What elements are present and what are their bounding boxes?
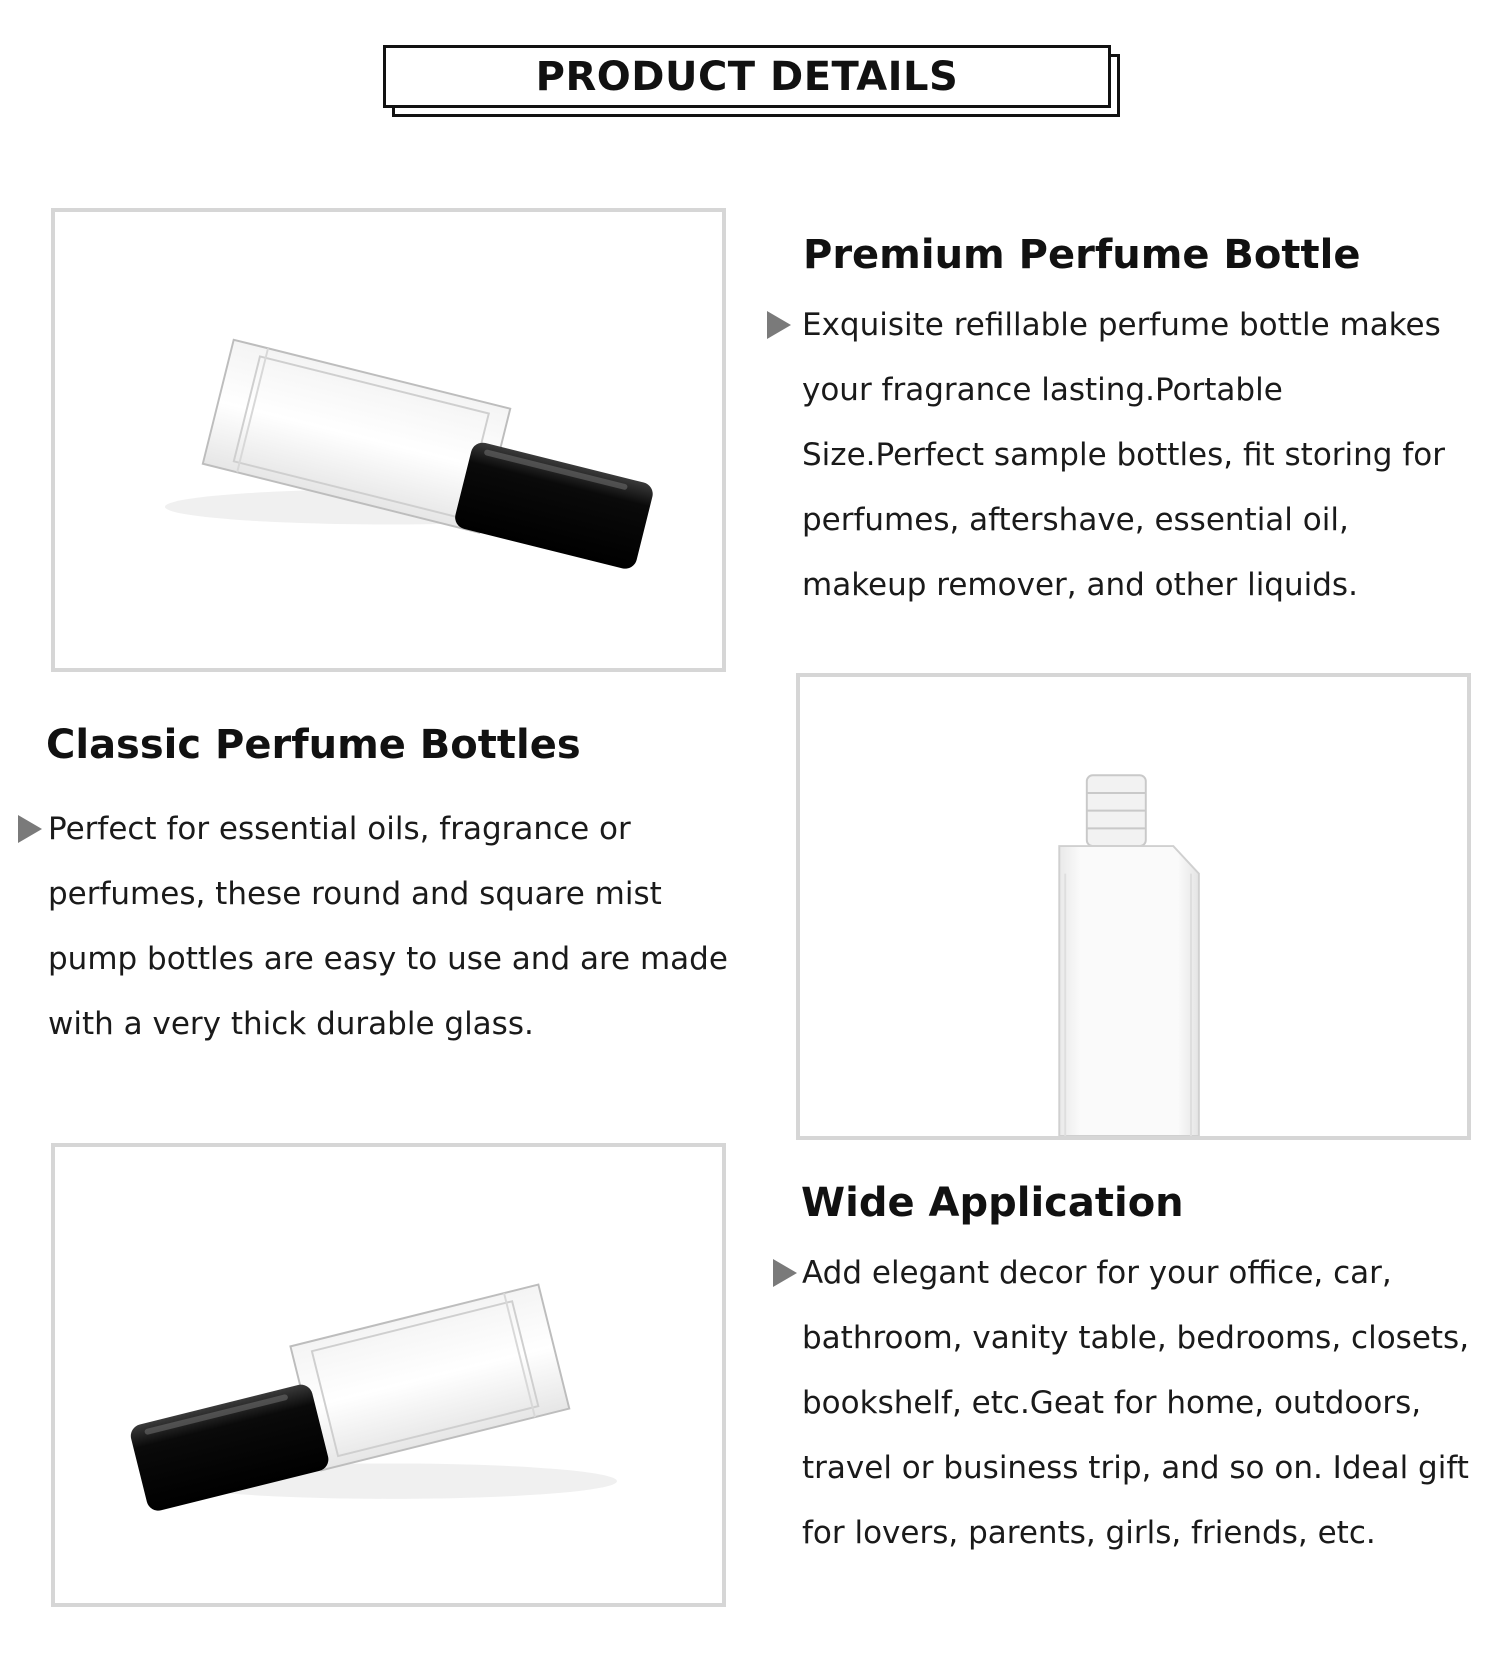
- bottle-with-black-cap-photo: [55, 1147, 722, 1603]
- section-text-wide: Add elegant decor for your office, car, bathroom, vanity table, bedrooms, closets, bookshelf, etc.Geat for home, outdoors, travel or business trip, and so on. Ideal gift for lovers, parents, girls, friends, etc.: [802, 1255, 1470, 1551]
- header-box: [383, 45, 1111, 108]
- header-title: PRODUCT DETAILS: [535, 53, 959, 100]
- section-text-classic: Perfect for essential oils, fragrance or perfumes, these round and square mist pump bottles are easy to use and are made with a very thick durable glass.: [48, 811, 728, 1042]
- arrow-icon: [767, 311, 791, 339]
- section-title-classic: Classic Perfume Bottles: [46, 722, 581, 768]
- arrow-icon: [773, 1259, 797, 1287]
- bottle-with-black-cap-photo: [55, 212, 722, 668]
- arrow-icon: [18, 815, 42, 843]
- open-bottle-neck-photo: [800, 677, 1467, 1136]
- product-image-2: [796, 673, 1471, 1140]
- product-image-3: [51, 1143, 726, 1607]
- section-text-premium: Exquisite refillable perfume bottle makes your fragrance lasting.Portable Size.Perfect sample bottles, fit storing for perfumes, aftershave, essential oil, makeup remover, and other liquids.: [802, 307, 1445, 603]
- section-header: [383, 45, 1124, 121]
- section-title-premium: Premium Perfume Bottle: [803, 232, 1361, 278]
- product-image-1: [51, 208, 726, 672]
- section-title-wide: Wide Application: [801, 1180, 1184, 1226]
